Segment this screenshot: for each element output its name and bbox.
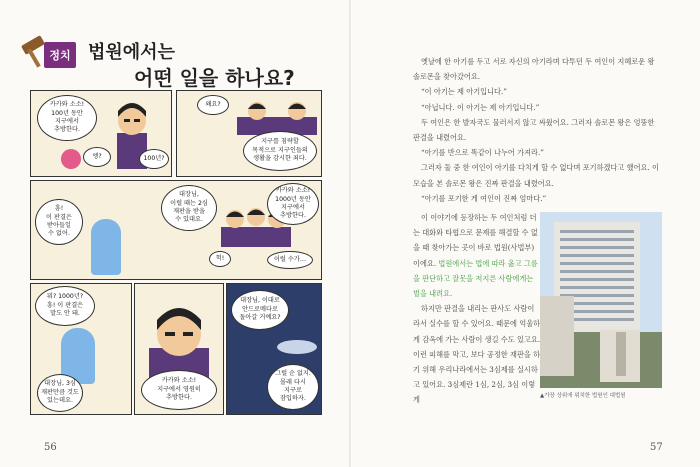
comic-panel-1 — [30, 90, 172, 177]
speech-bubble: 지구를 침략할 목적으로 지구인들의 생활을 감시한 죄다. — [243, 131, 317, 171]
speech-bubble: 엥? — [83, 147, 111, 167]
spaceship — [277, 340, 317, 354]
category-tag: 정치 — [44, 42, 76, 68]
alien-character — [61, 149, 81, 169]
page-number-left: 56 — [44, 442, 57, 453]
speech-bubble: 뭐? 1000년? 흥! 이 판결은 말도 안 돼. — [35, 286, 95, 326]
speech-bubble: 흥! 이 판결은 받아들일 수 없어. — [35, 199, 83, 245]
highlight-text: 법원에서는 법에 따라 옳고 그름을 판단하고 잘못을 저지른 사람에게는 벌을 내려요. — [413, 258, 538, 299]
paragraph: 하지만 판결을 내리는 판사도 사람이라서 실수를 할 수 있어요. 때문에 억울하게 감옥에 가는 사람이 생길 수도 있고요. 이런 피해를 막고, 보다 공정한 재판을 하기 위해 우리나라에서는 3심제를 실시하고 있어요. 3심제란 1심, 2심, 3심 이렇게 — [413, 304, 541, 405]
body-text — [413, 54, 661, 206]
speech-bubble: 카카와 소소! 지구에서 영원히 추방한다. — [141, 370, 217, 410]
speech-bubble: 카카와 소소! 100년 동안 지구에서 추방한다. — [37, 95, 97, 141]
speech-bubble: 카카와 소소! 1000년 동안 지구에서 추방한다. — [267, 183, 319, 225]
speech-bubble: 대장님, 이럴 때는 2심 재판을 받을 수 있대요. — [161, 185, 217, 231]
body-text-narrow — [413, 210, 541, 408]
speech-bubble: 그럴 순 없지. 몰래 다시 지구로 잠입하자. — [267, 364, 319, 410]
photo-caption: ▲가장 상위에 위치한 법원인 대법원 — [540, 393, 626, 399]
paragraph: 옛날에 한 아기를 두고 서로 자신의 아기라며 다투던 두 여인이 지혜로운 왕 솔로몬을 찾아갔어요. — [413, 57, 655, 82]
paragraph: “아기를 반으로 똑같이 나누어 가져라.” — [421, 148, 544, 158]
text-span: 이 이야기에 등장하는 두 여인처럼 더는 대화와 타협으로 문제를 해결할 수 없을 때 찾아가는 곳이 바로 법원(사법부)이에요. — [413, 213, 538, 268]
comic-panel-5 — [134, 283, 224, 415]
alien-character — [91, 219, 121, 275]
paragraph: “아기를 포기한 게 여인이 진짜 엄마다.” — [421, 193, 547, 203]
judges-group — [237, 95, 317, 135]
comic-panel-6 — [226, 283, 322, 415]
supreme-court-photo — [540, 212, 662, 388]
speech-bubble: 이럴 수가… — [267, 251, 313, 269]
speech-bubble: 100년? — [139, 149, 169, 169]
paragraph: “아닙니다. 이 아기는 제 아기입니다.” — [421, 102, 540, 112]
paragraph: 그러자 둘 중 한 여인이 아기를 다치게 할 수 없다며 포기하겠다고 했어요. 이 모습을 본 솔로몬 왕은 진짜 판결을 내렸어요. — [413, 163, 659, 188]
speech-bubble: 왜요? — [197, 95, 229, 115]
book-spine — [349, 0, 351, 467]
speech-bubble: 대장님, 이대로 안드로메다로 돌아갈 거예요? — [231, 290, 289, 330]
paragraph — [413, 210, 541, 301]
comic-panel-4 — [30, 283, 132, 415]
paragraph: 두 여인은 한 발자국도 물러서지 않고 싸웠어요. 그러자 솔로몬 왕은 엉뚱한 판결을 내렸어요. — [413, 117, 655, 143]
title-line-1: 법원에서는 — [88, 42, 175, 63]
speech-bubble: 헉! — [209, 251, 231, 267]
paragraph: “이 아기는 제 아기입니다.” — [421, 87, 507, 97]
comic-panel-2 — [176, 90, 322, 177]
page-number-right: 57 — [650, 442, 663, 453]
comic-panel-3 — [30, 180, 322, 280]
title-area — [14, 28, 314, 98]
title-line-2: 어떤 일을 하나요? — [134, 66, 295, 90]
speech-bubble: 대장님, 3심 재판만큼 것도 있는데요. — [37, 374, 83, 412]
